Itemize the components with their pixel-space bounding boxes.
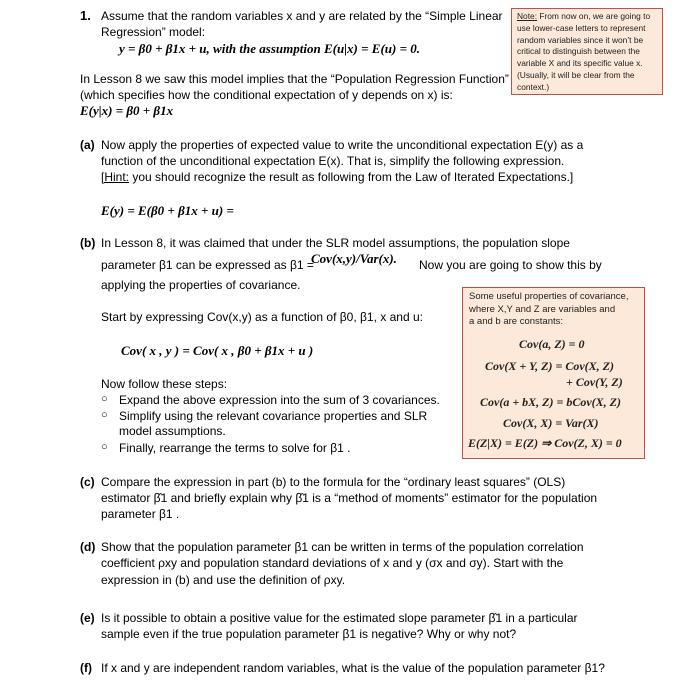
part-b-line2-pre: parameter β1 can be expressed as β1 = bbox=[101, 258, 314, 272]
note-text: From now on, we are going to use lower-case letters to represent random variables since it won’t be critical to distinguish between the variable X and its specific value x. (Usually, it will be clear from the context.) bbox=[517, 11, 651, 92]
part-a-line2: function of the unconditional expectation E(x). That is, simplify the following expression. bbox=[101, 154, 565, 168]
part-d-line2: coefficient ρxy and population standard deviations of x and y (σx and σy). Start with the bbox=[101, 556, 564, 570]
cov-intro1: Some useful properties of covariance, bbox=[469, 291, 629, 302]
part-c-line3: parameter β1 . bbox=[101, 507, 180, 521]
cov-equation: Cov( x , y ) = Cov( x , β0 + β1x + u ) bbox=[121, 343, 314, 358]
part-b-label: (b) bbox=[80, 236, 96, 250]
part-a-hint bbox=[101, 170, 573, 185]
covariance-properties-box bbox=[462, 287, 645, 459]
cov-eq2b: + Cov(Y, Z) bbox=[566, 375, 623, 389]
step-2: Simplify using the relevant covariance properties and SLR bbox=[119, 409, 428, 423]
bullet-icon: ○ bbox=[101, 409, 108, 421]
q1-line1: Assume that the random variables x and y are related by the “Simple Linear bbox=[101, 9, 503, 23]
prf-equation: E(y|x) = β0 + β1x bbox=[80, 103, 174, 118]
part-b-line3: applying the properties of covariance. bbox=[101, 278, 301, 292]
part-e-label: (e) bbox=[80, 611, 95, 625]
q1-line2: Regression” model: bbox=[101, 25, 206, 39]
part-a-equation: E(y) = E(β0 + β1x + u) = bbox=[101, 203, 234, 218]
part-f-label: (f) bbox=[80, 661, 92, 675]
part-b-line1: In Lesson 8, it was claimed that under the SLR model assumptions, the population slope bbox=[101, 236, 570, 250]
part-d-line1: Show that the population parameter β1 can be written in terms of the population correlation bbox=[101, 540, 584, 554]
part-c-label: (c) bbox=[80, 475, 95, 489]
hint-text: you should recognize the result as following from the Law of Iterated Expectations.] bbox=[129, 170, 574, 184]
cov-eq1: Cov(a, Z) = 0 bbox=[519, 337, 585, 351]
part-c-line2: estimator β̂1 and briefly explain why β̂1 is a “method of moments” estimator for the population bbox=[101, 491, 598, 505]
part-e-line1: Is it possible to obtain a positive value for the estimated slope parameter β̂1 in a particular bbox=[101, 611, 578, 625]
part-c-line1: Compare the expression in part (b) to the formula for the “ordinary least squares” (OLS) bbox=[101, 475, 566, 489]
step-1: Expand the above expression into the sum of 3 covariances. bbox=[119, 393, 440, 407]
lesson8-line2: (which specifies how the conditional expectation of y depends on x) is: bbox=[80, 88, 453, 102]
note-title: Note: bbox=[517, 11, 538, 21]
part-d-line3: expression in (b) and use the definition of ρxy. bbox=[101, 573, 346, 587]
cov-eq4: Cov(X, X) = Var(X) bbox=[503, 416, 599, 430]
part-e-line2: sample even if the true population parameter β1 is negative? Why or why not? bbox=[101, 627, 517, 641]
note-box bbox=[511, 8, 663, 95]
cov-eq5: E(Z|X) = E(Z) ⇒ Cov(Z, X) = 0 bbox=[468, 436, 622, 450]
cov-intro2: where X,Y and Z are variables and bbox=[469, 303, 616, 315]
model-equation: y = β0 + β1x + u, with the assumption E(u|x) = E(u) = 0. bbox=[119, 41, 420, 56]
question-number: 1. bbox=[80, 8, 91, 23]
bullet-icon: ○ bbox=[101, 393, 108, 405]
part-f-line1: If x and y are independent random variables, what is the value of the population parameter β1? bbox=[101, 661, 605, 675]
step-3: Finally, rearrange the terms to solve for β1 . bbox=[119, 441, 351, 455]
steps-intro: Now follow these steps: bbox=[101, 377, 228, 391]
part-b-line2-post: Now you are going to show this by bbox=[419, 258, 602, 272]
start-line: Start by expressing Cov(x,y) as a function of β0, β1, x and u: bbox=[101, 310, 423, 324]
part-d-label: (d) bbox=[80, 540, 96, 554]
part-a-label: (a) bbox=[80, 138, 95, 152]
cov-var-fraction: Cov(x,y)/Var(x). bbox=[311, 251, 397, 266]
hint-label: [Hint: bbox=[101, 170, 130, 184]
cov-eq3: Cov(a + bX, Z) = bCov(X, Z) bbox=[480, 395, 621, 409]
cov-eq2: Cov(X + Y, Z) = Cov(X, Z) bbox=[485, 359, 614, 373]
part-a-line1: Now apply the properties of expected value to write the unconditional expectation E(y) as a bbox=[101, 138, 584, 152]
step-2-cont: model assumptions. bbox=[119, 424, 226, 438]
bullet-icon: ○ bbox=[101, 441, 108, 453]
cov-intro3: a and b are constants: bbox=[469, 316, 564, 327]
lesson8-line1: In Lesson 8 we saw this model implies that the “Population Regression Function” bbox=[80, 72, 509, 86]
